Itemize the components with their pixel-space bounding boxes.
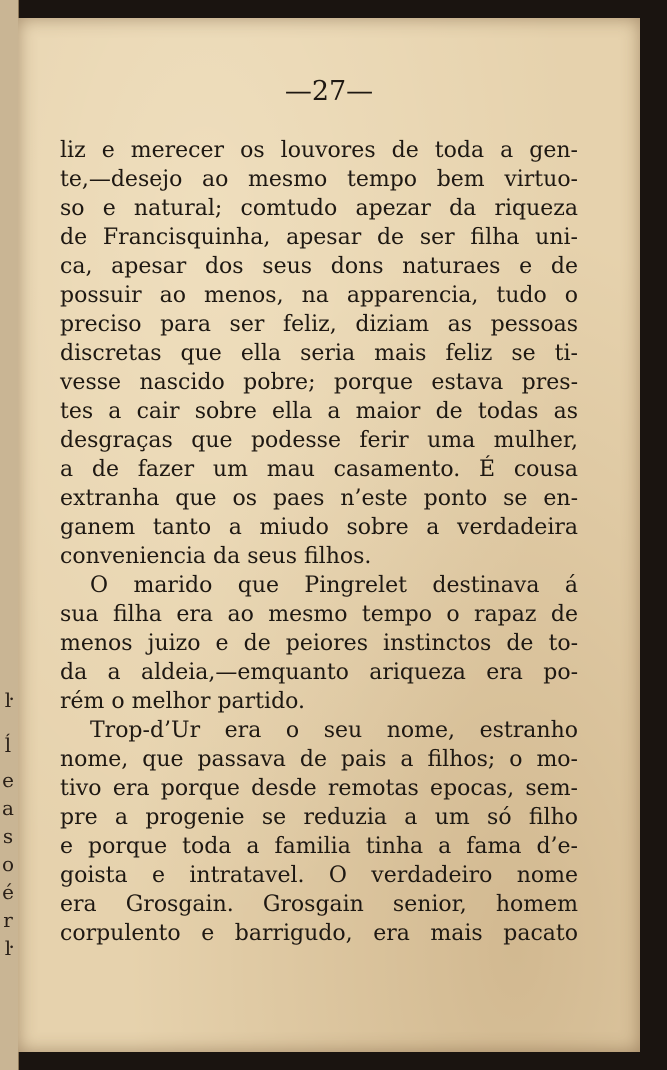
text-line: preciso para ser feliz, diziam as pessoas <box>60 312 578 337</box>
text-line: so e natural; comtudo apezar da riqueza <box>60 196 578 221</box>
text-line: O marido que Pingrelet destinava á <box>90 573 578 598</box>
adjacent-page-char: é <box>2 880 14 904</box>
adjacent-page-char: s <box>2 824 14 848</box>
text-line: sua filha era ao mesmo tempo o rapaz de <box>60 602 578 627</box>
text-line: discretas que ella seria mais feliz se ti- <box>60 341 578 366</box>
adjacent-page-char: r <box>3 908 13 932</box>
adjacent-page-char: a <box>2 796 14 820</box>
text-line: da a aldeia,—emquanto ariqueza era po- <box>60 660 578 685</box>
text-line: era Grosgain. Grosgain senior, homem <box>60 892 578 917</box>
adjacent-page-char: ŀ <box>4 936 12 960</box>
text-line: corpulento e barrigudo, era mais pacato <box>60 921 578 946</box>
adjacent-page-edge <box>0 0 19 1070</box>
text-line: tivo era porque desde remotas epocas, sem- <box>60 776 578 801</box>
page-number: —27— <box>284 76 374 107</box>
text-line: de Francisquinha, apesar de ser filha uni- <box>60 225 578 250</box>
adjacent-page-char: ŀ <box>4 688 12 712</box>
adjacent-page-char: ĺ <box>4 733 12 757</box>
adjacent-page-char: e <box>2 768 14 792</box>
text-line: desgraças que podesse ferir uma mulher, <box>60 428 578 453</box>
text-line: tes a cair sobre ella a maior de todas as <box>60 399 578 424</box>
book-page <box>18 18 640 1052</box>
text-line: ca, apesar dos seus dons naturaes e de <box>60 254 578 279</box>
text-line: menos juizo e de peiores instinctos de to- <box>60 631 578 656</box>
text-line: possuir ao menos, na apparencia, tudo o <box>60 283 578 308</box>
text-line: a de fazer um mau casamento. É cousa <box>60 457 578 482</box>
adjacent-page-char: o <box>1 852 15 876</box>
text-line: vesse nascido pobre; porque estava pres- <box>60 370 578 395</box>
text-line: Trop-d’Ur era o seu nome, estranho <box>90 718 578 743</box>
text-line: rém o melhor partido. <box>60 689 305 714</box>
text-line: pre a progenie se reduzia a um só filho <box>60 805 578 830</box>
text-line: extranha que os paes n’este ponto se en- <box>60 486 578 511</box>
text-line: ganem tanto a miudo sobre a verdadeira <box>60 515 578 540</box>
text-line: te,—desejo ao mesmo tempo bem virtuo- <box>60 167 578 192</box>
text-line: conveniencia da seus filhos. <box>60 544 372 569</box>
text-line: goista e intratavel. O verdadeiro nome <box>60 863 578 888</box>
text-line: liz e merecer os louvores de toda a gen- <box>60 138 578 163</box>
text-line: e porque toda a familia tinha a fama d’e- <box>60 834 578 859</box>
text-line: nome, que passava de pais a filhos; o mo- <box>60 747 578 772</box>
